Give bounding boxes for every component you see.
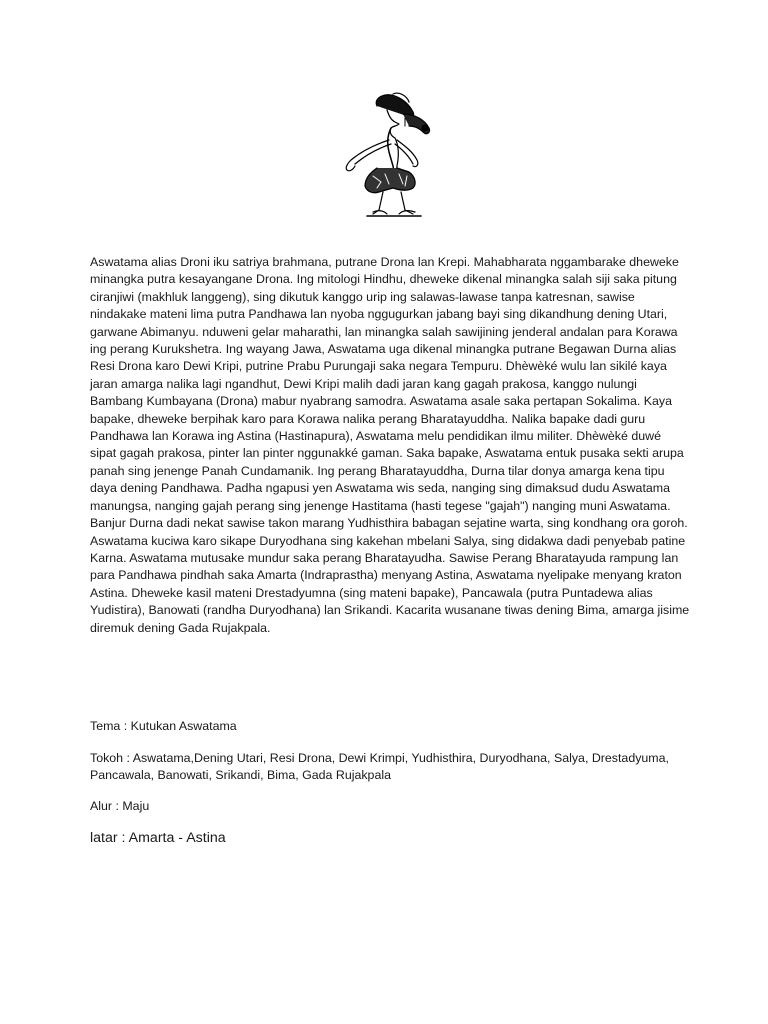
latar-line: latar : Amarta - Astina (90, 830, 226, 846)
wayang-aswatama-figure-icon (333, 92, 441, 220)
alur-line: Alur : Maju (90, 799, 150, 813)
story-paragraph: Aswatama alias Droni iku satriya brahmana, putrane Drona lan Krepi. Mahabharata nggambarake dheweke minangka putra kesayangane Drona. Ing mitologi Hindhu, dheweke dikenal minangka salah siji saka pitung ciranjiwi (makhluk langgeng), sing dikutuk kanggo urip ing salawas-lawase tanpa katresnan, sawise nindakake mateni lima putra Pandhawa lan nyoba nggugurkan jabang bayi sing dikandhung dening Utari, garwane Abimanyu. nduweni gelar maharathi, lan minangka salah sawijining jenderal andalan para Korawa ing perang Kurukshetra. Ing wayang Jawa, Aswatama uga dikenal minangka putrane Begawan Durna alias Resi Drona karo Dewi Kripi, putrine Prabu Purungaji saka negara Tempuru. Dhèwèké wulu lan sikilé kaya jaran amarga nalika lagi ngandhut, Dewi Kripi malih dadi jaran kang gagah prakosa, kanggo nulungi Bambang Kumbayana (Drona) mabur nyabrang samodra. Aswatama asale saka pertapan Sokalima. Kaya bapake, dheweke berpihak karo para Korawa nalika perang Bharatayuddha. Nalika bapake dadi guru Pandhawa lan Korawa ing Astina (Hastinapura), Aswatama melu pendidikan ilmu militer. Dhèwèké duwé sipat gagah prakosa, pinter lan pinter nggunakké gaman. Saka bapake, Aswatama entuk pusaka sekti arupa panah sing jenenge Panah Cundamanik. Ing perang Bharatayuddha, Durna tilar donya amarga kena tipu daya dening Pandhawa. Padha ngapusi yen Aswatama wis seda, nanging sing dimaksud dudu Aswatama manungsa, nanging gajah perang sing jenenge Hastitama (hasti tegese "gajah") nanging muni Aswatama. Banjur Durna dadi nekat sawise takon marang Yudhisthira babagan sejatine warta, sing kondhang ora goroh. Aswatama kuciwa karo sikape Duryodhana sing kakehan mbelani Salya, sing didakwa dadi penyebab patine Karna. Aswatama mutusake mundur saka perang Bharatayudha. Sawise Perang Bharatayuda rampung lan para Pandhawa pindhah saka Amarta (Indraprastha) menyang Astina, Aswatama nyelipake menyang kraton Astina. Dheweke kasil mateni Drestadyumna (sing mateni bapake), Pancawala (putra Puntadewa alias Yudistira), Banowati (randha Duryodhana) lan Srikandi. Kacarita wusanane tiwas dening Bima, amarga jisime diremuk dening Gada Rujakpala. (90, 255, 690, 635)
tema-line: Tema : Kutukan Aswatama (90, 719, 237, 733)
tokoh-line: Tokoh : Aswatama,Dening Utari, Resi Drona, Dewi Krimpi, Yudhisthira, Duryodhana, Salya, Drestadyuma, Pancawala, Banowati, Srikandi, Bima, Gada Rujakpala (90, 751, 669, 783)
